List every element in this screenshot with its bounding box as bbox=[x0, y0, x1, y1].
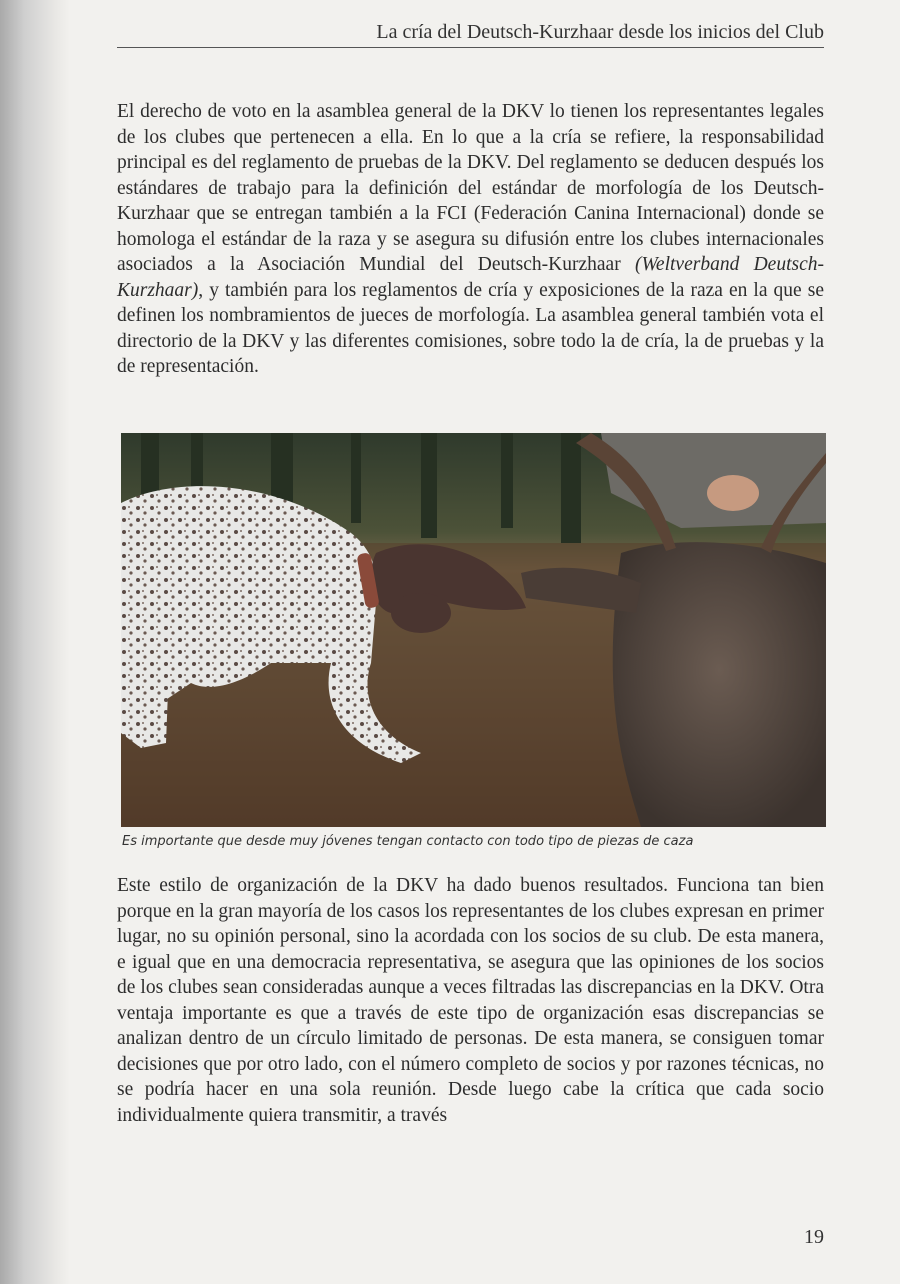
header-rule bbox=[117, 47, 824, 48]
paragraph-1-italic-term: (Weltverband Deutsch-Kurzhaar) bbox=[117, 254, 824, 301]
running-header: La cría del Deutsch-Kurzhaar desde los inicios del Club bbox=[376, 21, 824, 43]
photo-caption: Es importante que desde muy jóvenes tengan contacto con todo tipo de piezas de caza bbox=[122, 834, 694, 849]
paragraph-1 bbox=[117, 99, 824, 380]
page-number: 19 bbox=[804, 1226, 824, 1248]
page-gutter-shadow bbox=[0, 0, 70, 1284]
photo-dog-and-deer bbox=[121, 433, 826, 827]
paragraph-1-text-b: , y también para los reglamentos de cría y exposiciones de la raza en la que se definen los nombramientos de jueces de morfología. La asamblea general también vota el directorio de la DKV y las diferentes comisiones, sobre todo la de cría, la de pruebas y la de representación. bbox=[117, 279, 824, 377]
paragraph-2: Este estilo de organización de la DKV ha dado buenos resultados. Funciona tan bien porque en la gran mayoría de los casos los representantes de los clubes expresan en primer lugar, no su opinión personal, sino la acordada con los socios de su club. De esta manera, e igual que en una democracia representativa, se asegura que las opiniones de los socios de los clubes sean consideradas aunque a veces filtradas las discrepancias en la DKV. Otra ventaja importante es que a través de este tipo de organización esas discrepancias se analizan dentro de un círculo limitado de personas. De esta manera, se consiguen tomar decisiones que por otro lado, con el número completo de socios y por razones técnicas, no se podría hacer en una sola reunión. Desde luego cabe la crítica que cada socio individualmente quiera transmitir, a través bbox=[117, 875, 824, 1126]
paragraph-1-text-a: El derecho de voto en la asamblea general de la DKV lo tienen los representantes legales de los clubes que pertenecen a ella. En lo que a la cría se refiere, la responsabilidad principal es del reglamento de pruebas de la DKV. Del reglamento se deducen después los estándares de trabajo para la definición del estándar de morfología de los Deutsch-Kurzhaar que se entregan también a la FCI (Federación Canina Internacional) donde se homologa el estándar de la raza y se asegura su difusión entre los clubes internacionales asociados a la Asociación Mundial del Deutsch-Kurzhaar bbox=[117, 101, 824, 275]
